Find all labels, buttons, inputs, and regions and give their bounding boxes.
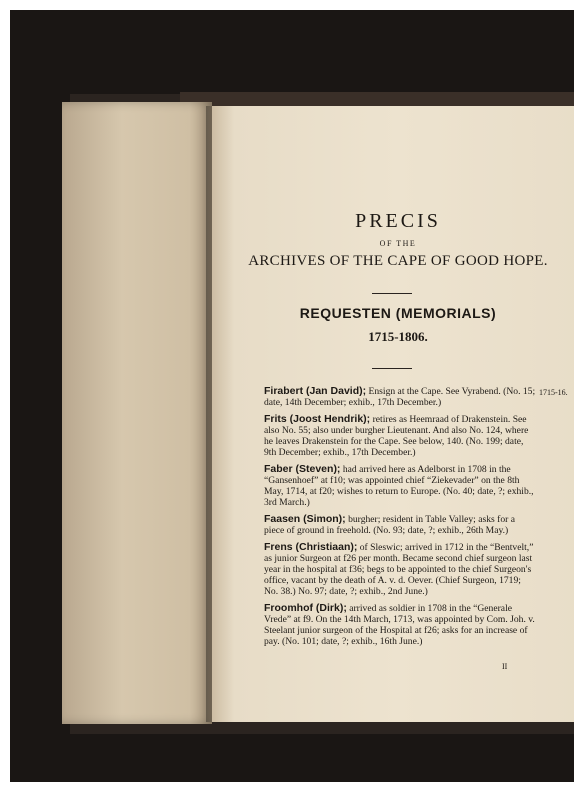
- entry-text: arrived as soldier in 1708 in the “Generale Vrede” at f9. On the 14th March, 1713, was appointed by Com. Joh. v. Steelant junior surgeon of the Hospital at f26; asks for an increase of pay. (No. 101; date, ?; exhib., 16th June.): [264, 603, 535, 647]
- divider-rule: [372, 368, 412, 369]
- list-item: [264, 414, 536, 458]
- entry-text: Ensign at the Cape. See Vyrabend. (No. 15; date, 14th December; exhib., 17th December.): [264, 386, 536, 408]
- list-item: [264, 386, 536, 408]
- section-years: 1715-1806.: [368, 329, 428, 344]
- margin-year-note: 1715-16.: [539, 388, 568, 397]
- photo-frame: [10, 10, 574, 782]
- entry-name: Frits (Joost Hendrik);: [264, 413, 371, 425]
- entry-name: Frens (Christiaan);: [264, 541, 358, 553]
- entry-text: retires as Heemraad of Drakenstein. See also No. 55; also under burgher Lieutenant. And also No. 124, where he leaves Drakenstein for the Cape. See below, 140. (No. 199; date, 9th December; exhib., 17th December.): [264, 414, 529, 458]
- left-page: [62, 102, 212, 724]
- page-number: II: [502, 662, 508, 671]
- entry-text: had arrived here as Adelborst in 1708 in the “Gansenhoef” at f10; was appointed chief “Ziekevader” on the 8th May, 1714, at f20; wishes to return to Europe. (No. 40; date, ?; exhib., 3rd March.): [264, 464, 534, 508]
- entry-name: Faber (Steven);: [264, 463, 341, 475]
- of-the-line: OF THE: [379, 239, 417, 248]
- entry-name: Faasen (Simon);: [264, 513, 346, 525]
- divider-rule: [372, 293, 412, 294]
- page-title: PRECIS: [355, 210, 441, 232]
- list-item: [264, 542, 536, 597]
- page-subtitle: ARCHIVES OF THE CAPE OF GOOD HOPE.: [248, 253, 548, 269]
- list-item: [264, 464, 536, 508]
- entry-name: Firabert (Jan David);: [264, 385, 367, 397]
- entry-name: Froomhof (Dirk);: [264, 602, 347, 614]
- right-page: [212, 106, 574, 722]
- entries-list: [264, 386, 536, 653]
- entry-text: of Sleswic; arrived in 1712 in the “Bentvelt,” as junior Surgeon at f26 per month. Became second chief surgeon last year in the hospital at f36; begs to be appointed to the chief Surgeon's office, vacant by the death of A. v. d. Oever. (Chief Surgeon, 1719; No. 38.) No. 97; date, ?; exhib., 2nd June.): [264, 542, 534, 597]
- entry-text: burgher; resident in Table Valley; asks for a piece of ground in freehold. (No. 93; date, ?; exhib., 26th May.): [264, 514, 515, 536]
- list-item: [264, 514, 536, 536]
- list-item: [264, 603, 536, 647]
- section-title: REQUESTEN (MEMORIALS): [299, 305, 497, 321]
